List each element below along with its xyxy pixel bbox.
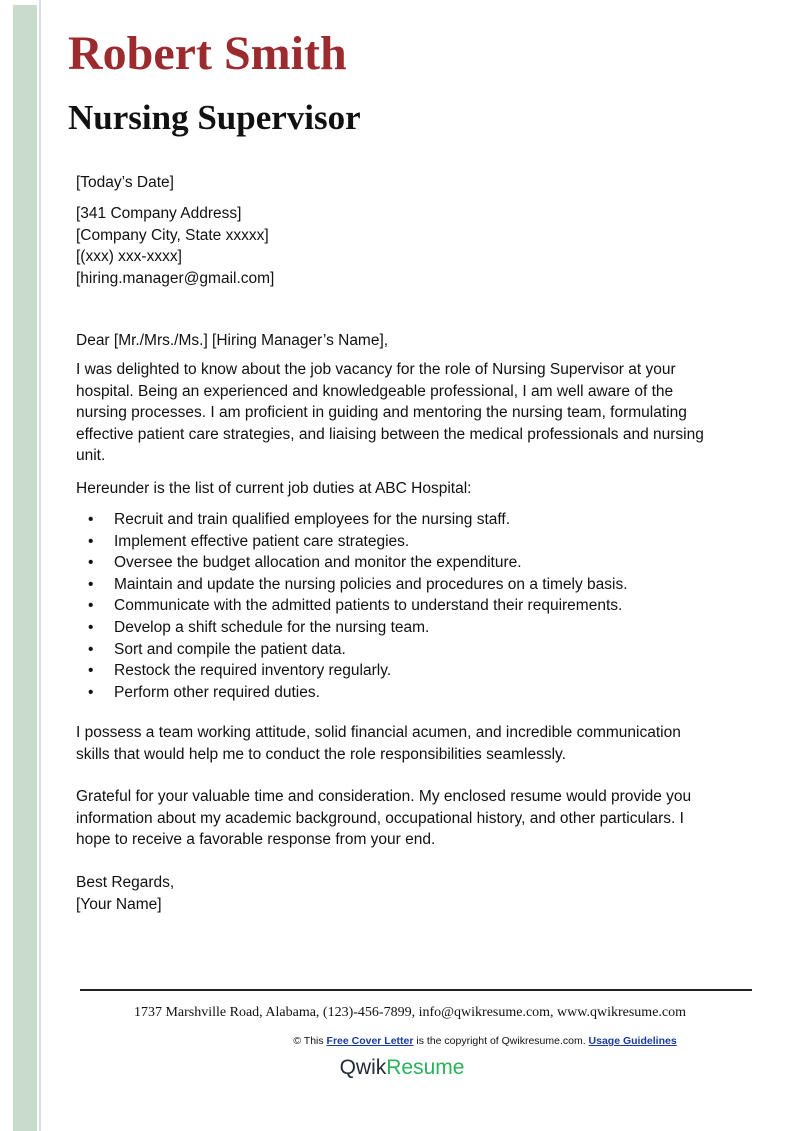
footer-address: 1737 Marshville Road, Alabama, (123)-456-7899, info@qwikresume.com, www.qwikresume.com — [133, 1005, 687, 1020]
line: information about my academic background, occupational history, and other particulars. I — [76, 809, 684, 827]
recipient-email: [hiring.manager@gmail.com] — [76, 269, 275, 287]
list-item: • Oversee the budget allocation and monitor the expenditure. — [76, 552, 628, 574]
paragraph-intro — [76, 359, 704, 467]
line: skills that would help me to conduct the role responsibilities seamlessly. — [76, 745, 566, 763]
recipient-address: [341 Company Address] — [76, 205, 242, 222]
duties-list — [76, 509, 628, 703]
line: I was delighted to know about the job vacancy for the role of Nursing Supervisor at your — [76, 361, 676, 378]
list-item: • Communicate with the admitted patients to understand their requirements. — [76, 595, 628, 617]
line: nursing processes. I am proficient in guiding and mentoring the nursing team, formulating — [76, 404, 687, 422]
footer-divider — [80, 989, 752, 991]
list-item: • Sort and compile the patient data. — [76, 639, 628, 661]
closing: Best Regards, — [76, 874, 175, 891]
date: [Today’s Date] — [76, 174, 174, 191]
list-item: • Perform other required duties. — [76, 682, 628, 704]
paragraph-closing — [76, 786, 691, 851]
copyright-text: is the copyright of Qwikresume.com. — [413, 1035, 589, 1047]
paragraph-skills — [76, 722, 681, 765]
signature: [Your Name] — [76, 895, 162, 913]
duties-intro: Hereunder is the list of current job duties at ABC Hospital: — [76, 480, 472, 497]
usage-guidelines-link[interactable]: Usage Guidelines — [588, 1035, 677, 1047]
salutation: Dear [Mr./Mrs./Ms.] [Hiring Manager’s Name], — [76, 332, 389, 349]
side-divider — [39, 0, 41, 1131]
logo-part-resume: Resume — [386, 1056, 465, 1079]
applicant-name: Robert Smith — [68, 27, 347, 80]
list-item: • Maintain and update the nursing policies and procedures on a timely basis. — [76, 574, 628, 596]
list-item: • Implement effective patient care strategies. — [76, 531, 628, 553]
recipient-city: [Company City, State xxxxx] — [76, 226, 269, 244]
recipient-phone: [(xxx) xxx-xxxx] — [76, 248, 182, 266]
copyright-prefix: © This — [293, 1035, 327, 1047]
job-title: Nursing Supervisor — [68, 98, 361, 137]
line: effective patient care strategies, and liaising between the medical professionals and nursing — [76, 425, 704, 443]
line: unit. — [76, 447, 106, 465]
list-item: • Recruit and train qualified employees for the nursing staff. — [76, 509, 628, 531]
decorative-side-band — [13, 5, 37, 1131]
qwikresume-logo — [0, 1056, 800, 1080]
line: I possess a team working attitude, solid financial acumen, and incredible communication — [76, 724, 681, 741]
line: hospital. Being an experienced and knowledgeable professional, I am well aware of the — [76, 382, 674, 400]
list-item: • Develop a shift schedule for the nursing team. — [76, 617, 628, 639]
line: hope to receive a favorable response from your end. — [76, 831, 436, 849]
recipient-block — [76, 203, 274, 289]
sign-off — [76, 872, 174, 915]
line: Grateful for your valuable time and consideration. My enclosed resume would provide you — [76, 788, 692, 805]
logo-part-qwik: Qwik — [339, 1056, 387, 1079]
free-cover-letter-link[interactable]: Free Cover Letter — [326, 1035, 414, 1047]
list-item: • Restock the required inventory regularly. — [76, 660, 628, 682]
copyright-notice — [0, 1035, 800, 1047]
